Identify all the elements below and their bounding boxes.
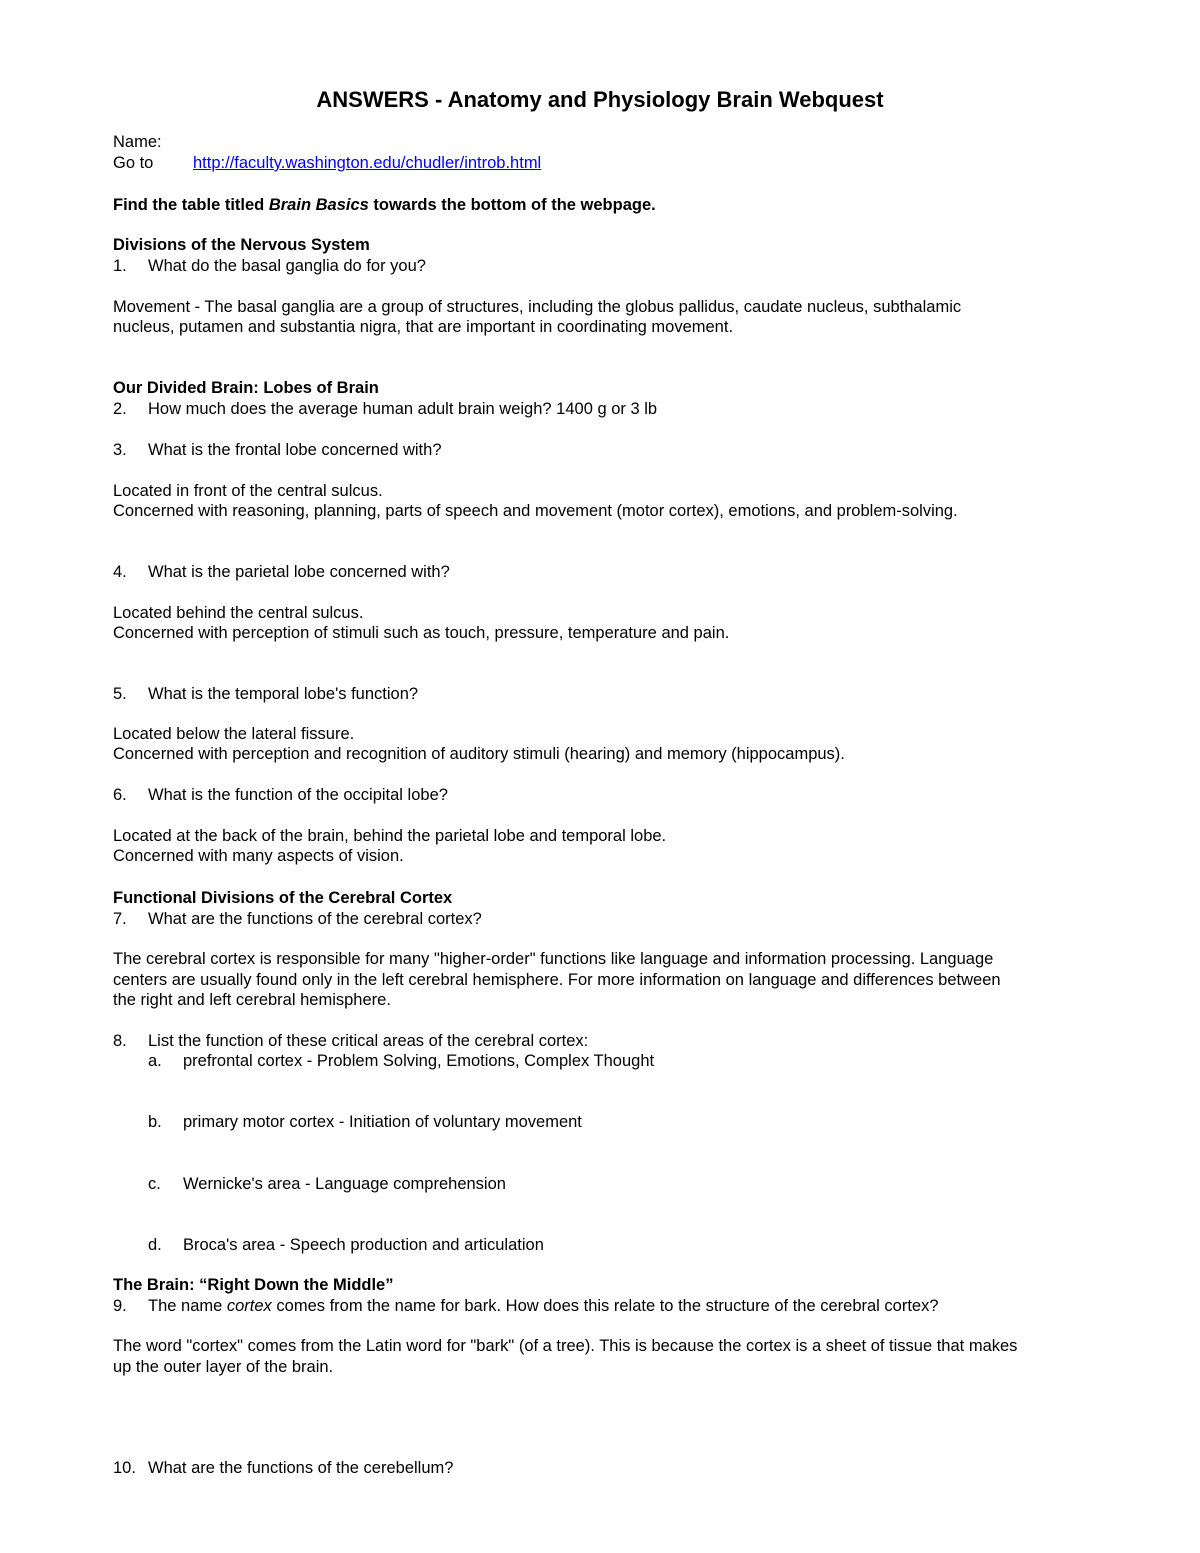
question-text: What are the functions of the cerebellum?: [148, 1459, 454, 1477]
question-number: 6.: [113, 786, 127, 804]
list-text: Wernicke's area - Language comprehension: [183, 1175, 506, 1193]
answer-line: Located in front of the central sulcus.: [113, 482, 383, 500]
question-7: [113, 909, 482, 929]
question-8: [113, 1031, 588, 1051]
question-3: [113, 440, 442, 460]
section-heading: Divisions of the Nervous System: [113, 236, 370, 254]
list-text: prefrontal cortex - Problem Solving, Emotions, Complex Thought: [183, 1052, 655, 1070]
question-9: [113, 1296, 939, 1316]
instruction-suffix: towards the bottom of the webpage.: [368, 196, 656, 214]
page-title: ANSWERS - Anatomy and Physiology Brain Webquest: [316, 87, 884, 112]
answer-line: up the outer layer of the brain.: [113, 1358, 334, 1376]
question-1: [113, 256, 426, 276]
answer-line: Movement - The basal ganglia are a group of structures, including the globus pallidus, caudate nucleus, subthalamic: [113, 298, 962, 316]
question-10: [113, 1458, 453, 1478]
question-text: What is the temporal lobe's function?: [148, 685, 419, 703]
list-letter: b.: [148, 1113, 162, 1131]
list-letter: c.: [148, 1175, 161, 1193]
answer-line: Concerned with perception and recognition of auditory stimuli (hearing) and memory (hippocampus).: [113, 745, 845, 763]
question-4: [113, 562, 450, 582]
question-text-emph: cortex: [226, 1297, 272, 1315]
question-text: What is the frontal lobe concerned with?: [148, 441, 442, 459]
goto-link[interactable]: http://faculty.washington.edu/chudler/introb.html: [193, 154, 542, 172]
answer-line: Concerned with many aspects of vision.: [113, 847, 404, 865]
list-letter: d.: [148, 1236, 162, 1254]
section-heading: The Brain: “Right Down the Middle”: [113, 1276, 394, 1294]
question-6: [113, 785, 448, 805]
section-heading: Functional Divisions of the Cerebral Cortex: [113, 889, 453, 907]
question-text: How much does the average human adult brain weigh? 1400 g or 3 lb: [148, 400, 658, 418]
answer-line: Located behind the central sulcus.: [113, 604, 364, 622]
question-text: What is the parietal lobe concerned with?: [148, 563, 450, 581]
answer-line: Concerned with perception of stimuli such as touch, pressure, temperature and pain.: [113, 624, 730, 642]
name-label: Name:: [113, 133, 162, 151]
question-text-pre: The name: [148, 1297, 227, 1315]
question-2: [113, 399, 657, 419]
goto-label: Go to: [113, 154, 154, 172]
answer-line: The word "cortex" comes from the Latin word for "bark" (of a tree). This is because the cortex is a sheet of tissue that makes: [113, 1337, 1018, 1355]
question-number: 8.: [113, 1032, 127, 1050]
question-text-post: comes from the name for bark. How does this relate to the structure of the cerebral cortex?: [271, 1297, 939, 1315]
list-item: [148, 1112, 582, 1132]
question-number: 9.: [113, 1297, 127, 1315]
question-text: List the function of these critical areas of the cerebral cortex:: [148, 1032, 589, 1050]
instruction-emph: Brain Basics: [268, 196, 369, 214]
answer-line: The cerebral cortex is responsible for many "higher-order" functions like language and information processing. Language: [113, 950, 994, 968]
question-number: 1.: [113, 257, 127, 275]
question-number: 7.: [113, 910, 127, 928]
list-item: [148, 1235, 544, 1255]
answer-line: Located below the lateral fissure.: [113, 725, 355, 743]
instruction-prefix: Find the table titled: [113, 196, 269, 214]
answer-line: nucleus, putamen and substantia nigra, that are important in coordinating movement.: [113, 318, 734, 336]
question-number: 10.: [113, 1459, 136, 1477]
instruction: [113, 195, 656, 215]
question-text: What is the function of the occipital lobe?: [148, 786, 448, 804]
question-number: 3.: [113, 441, 127, 459]
answer-line: Located at the back of the brain, behind the parietal lobe and temporal lobe.: [113, 827, 667, 845]
list-letter: a.: [148, 1052, 162, 1070]
question-text: What do the basal ganglia do for you?: [148, 257, 426, 275]
list-text: Broca's area - Speech production and articulation: [183, 1236, 544, 1254]
question-5: [113, 684, 418, 704]
question-number: 4.: [113, 563, 127, 581]
answer-line: the right and left cerebral hemisphere.: [113, 991, 391, 1009]
list-item: [148, 1174, 506, 1194]
section-heading: Our Divided Brain: Lobes of Brain: [113, 379, 379, 397]
answer-line: Concerned with reasoning, planning, parts of speech and movement (motor cortex), emotions, and problem-solving.: [113, 502, 958, 520]
question-number: 2.: [113, 400, 127, 418]
answer-line: centers are usually found only in the left cerebral hemisphere. For more information on language and differences between: [113, 971, 1001, 989]
question-text: What are the functions of the cerebral cortex?: [148, 910, 482, 928]
question-number: 5.: [113, 685, 127, 703]
list-text: primary motor cortex - Initiation of voluntary movement: [183, 1113, 582, 1131]
goto-line: [113, 153, 541, 173]
list-item: [148, 1051, 654, 1071]
